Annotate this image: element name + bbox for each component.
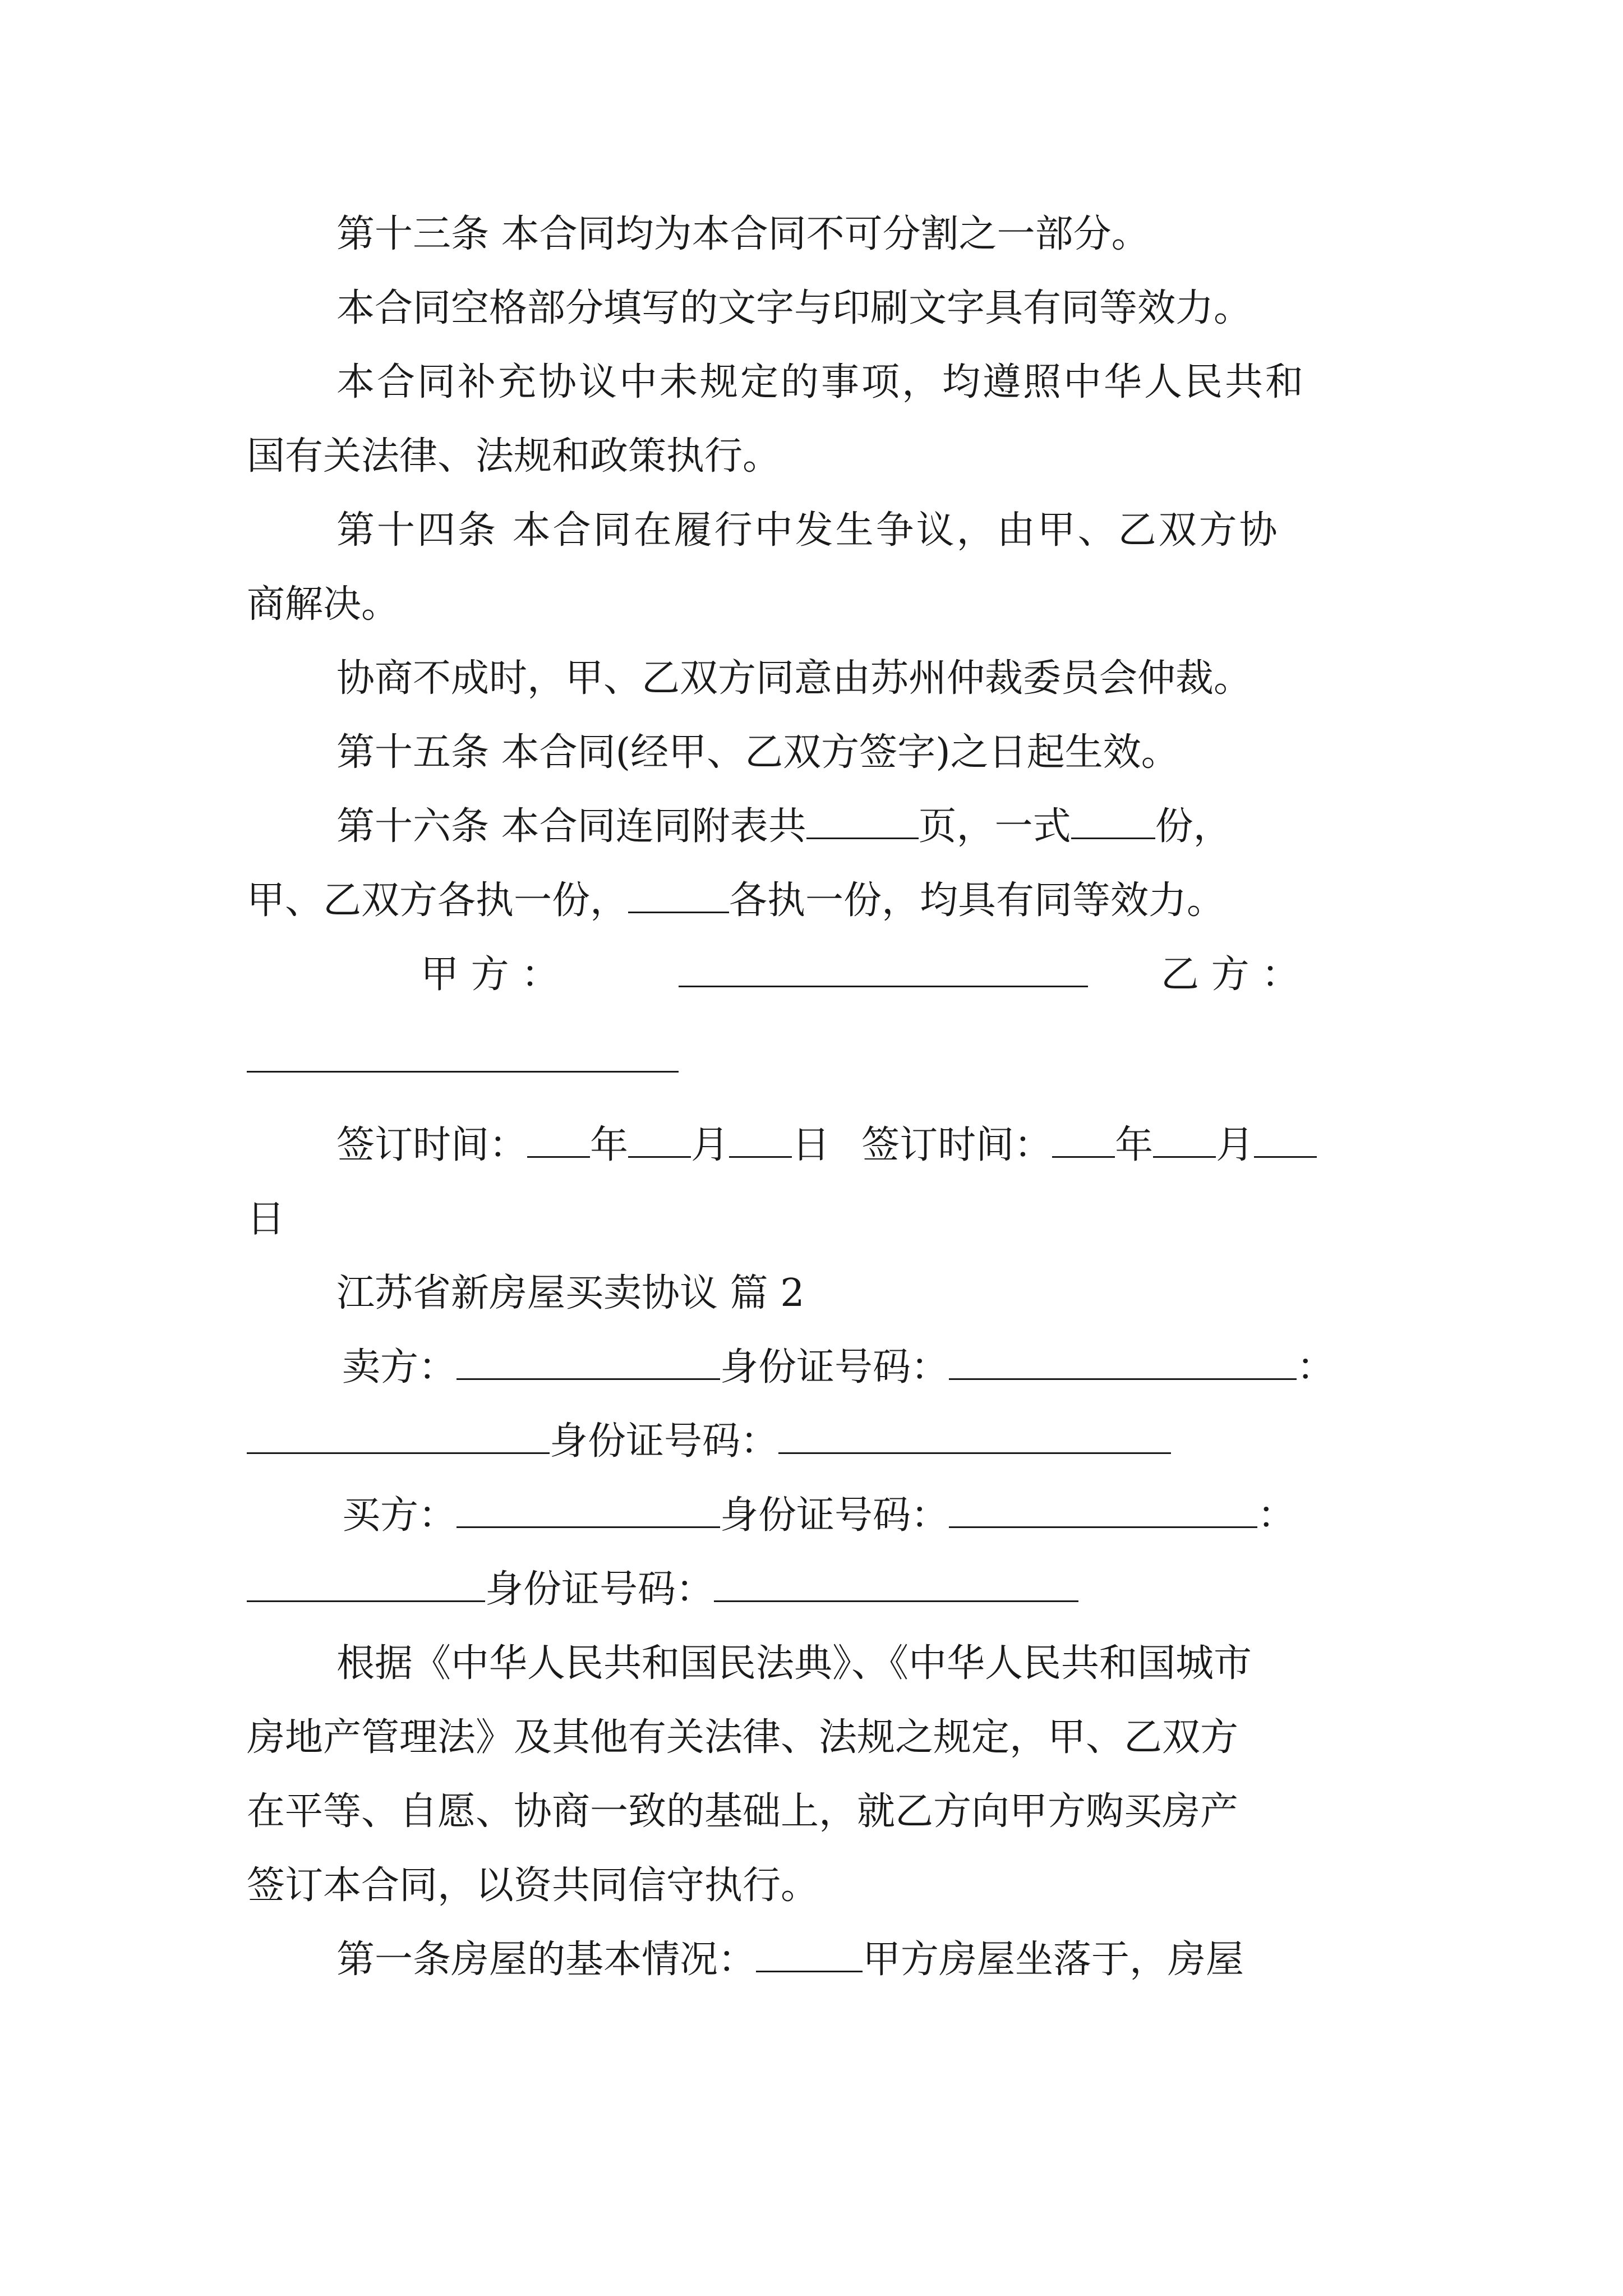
paragraph-arbitration: 协商不成时，甲、乙双方同意由苏州仲裁委员会仲裁。 xyxy=(336,656,1252,701)
pages-blank xyxy=(806,805,919,839)
clause-16-line1 xyxy=(336,799,1232,855)
sign-time-label-a: 签订时间： xyxy=(336,1123,528,1167)
clause-16-text-d: 甲、乙双方各执一份， xyxy=(247,878,629,923)
article-1-line1 xyxy=(336,1932,1244,1988)
party-b-label: 乙 方 ： xyxy=(1161,953,1300,997)
seller-name-blank xyxy=(457,1346,720,1380)
buyer-line1: 买方： 身份证号码： ： xyxy=(342,1493,1296,1538)
buyer-id-label: 身份证号码： xyxy=(720,1493,949,1538)
holder-blank xyxy=(628,879,729,913)
signing-date-line xyxy=(336,1117,1317,1174)
party-b-signature-line xyxy=(247,1032,679,1088)
clause-13: 第十三条 本合同均为本合同不可分割之一部分。 xyxy=(336,212,1150,256)
sign-time-label-b: 签订时间： xyxy=(861,1123,1053,1167)
seller2-name-blank xyxy=(247,1420,550,1454)
clause-15: 第十五条 本合同(经甲、乙双方签字)之日起生效。 xyxy=(336,730,1179,775)
paragraph-supplementary-line1: 本合同补充协议中未规定的事项，均遵照中华人民共和 xyxy=(336,360,1306,404)
preamble-line4: 签订本合同，以资共同信守执行。 xyxy=(247,1864,819,1908)
buyer-name-blank xyxy=(457,1494,720,1528)
buyer2-id-label: 身份证号码： xyxy=(485,1567,714,1612)
seller-id-label: 身份证号码： xyxy=(720,1345,949,1389)
clause-16-text-e: 各执一份，均具有同等效力。 xyxy=(729,878,1225,923)
clause-16-text-a: 第十六条 本合同连同附表共 xyxy=(336,804,806,849)
buyer2-name-blank xyxy=(247,1568,485,1602)
month-label: 月 xyxy=(691,1123,730,1167)
paragraph-supplementary-line2: 国有关法律、法规和政策执行。 xyxy=(247,434,781,478)
paragraph-blank-fields-effect: 本合同空格部分填写的文字与印刷文字具有同等效力。 xyxy=(336,286,1252,330)
section-title-2: 江苏省新房屋买卖协议 篇 2 xyxy=(336,1271,805,1315)
year-label: 年 xyxy=(1115,1123,1154,1167)
clause-14-line1: 第十四条 本合同在履行中发生争议，由甲、乙双方协 xyxy=(336,508,1280,553)
month-label: 月 xyxy=(1216,1123,1255,1167)
year-label: 年 xyxy=(590,1123,629,1167)
clause-16-text-b: 页，一式 xyxy=(918,804,1071,849)
clause-16-line2 xyxy=(247,873,1225,929)
seller2-id-blank xyxy=(778,1420,1171,1454)
preamble-line2: 房地产管理法》及其他有关法律、法规之规定，甲、乙双方 xyxy=(247,1715,1239,1760)
clause-14-line2: 商解决。 xyxy=(247,582,400,627)
buyer-label: 买方： xyxy=(342,1493,457,1538)
article-1-text-b: 甲方房屋坐落于，房屋 xyxy=(863,1938,1244,1982)
party-a-signature-line xyxy=(679,947,1088,1003)
preamble-line3: 在平等、自愿、协商一致的基础上，就乙方向甲方购买房产 xyxy=(247,1789,1239,1834)
clause-16-text-c: 份， xyxy=(1155,804,1232,849)
seller-id-blank xyxy=(949,1346,1297,1380)
article-1-text-a: 第一条房屋的基本情况： xyxy=(336,1938,757,1982)
party-a-label: 甲 方 ： xyxy=(421,953,560,997)
seller-line1: 卖方： 身份证号码： ： xyxy=(342,1345,1335,1389)
buyer-line2 xyxy=(247,1562,1078,1618)
seller-line2 xyxy=(247,1414,1171,1470)
buyer-id-blank xyxy=(949,1494,1257,1528)
buyer2-id-blank xyxy=(714,1568,1078,1602)
seller2-id-label: 身份证号码： xyxy=(550,1419,779,1464)
signing-date-day: 日 xyxy=(247,1197,285,1241)
preamble-line1: 根据《中华人民共和国民法典》、《中华人民共和国城市 xyxy=(336,1641,1252,1686)
copies-blank xyxy=(1071,805,1155,839)
day-label: 日 xyxy=(792,1123,831,1167)
article-1-blank xyxy=(756,1938,863,1972)
seller-label: 卖方： xyxy=(342,1345,457,1389)
